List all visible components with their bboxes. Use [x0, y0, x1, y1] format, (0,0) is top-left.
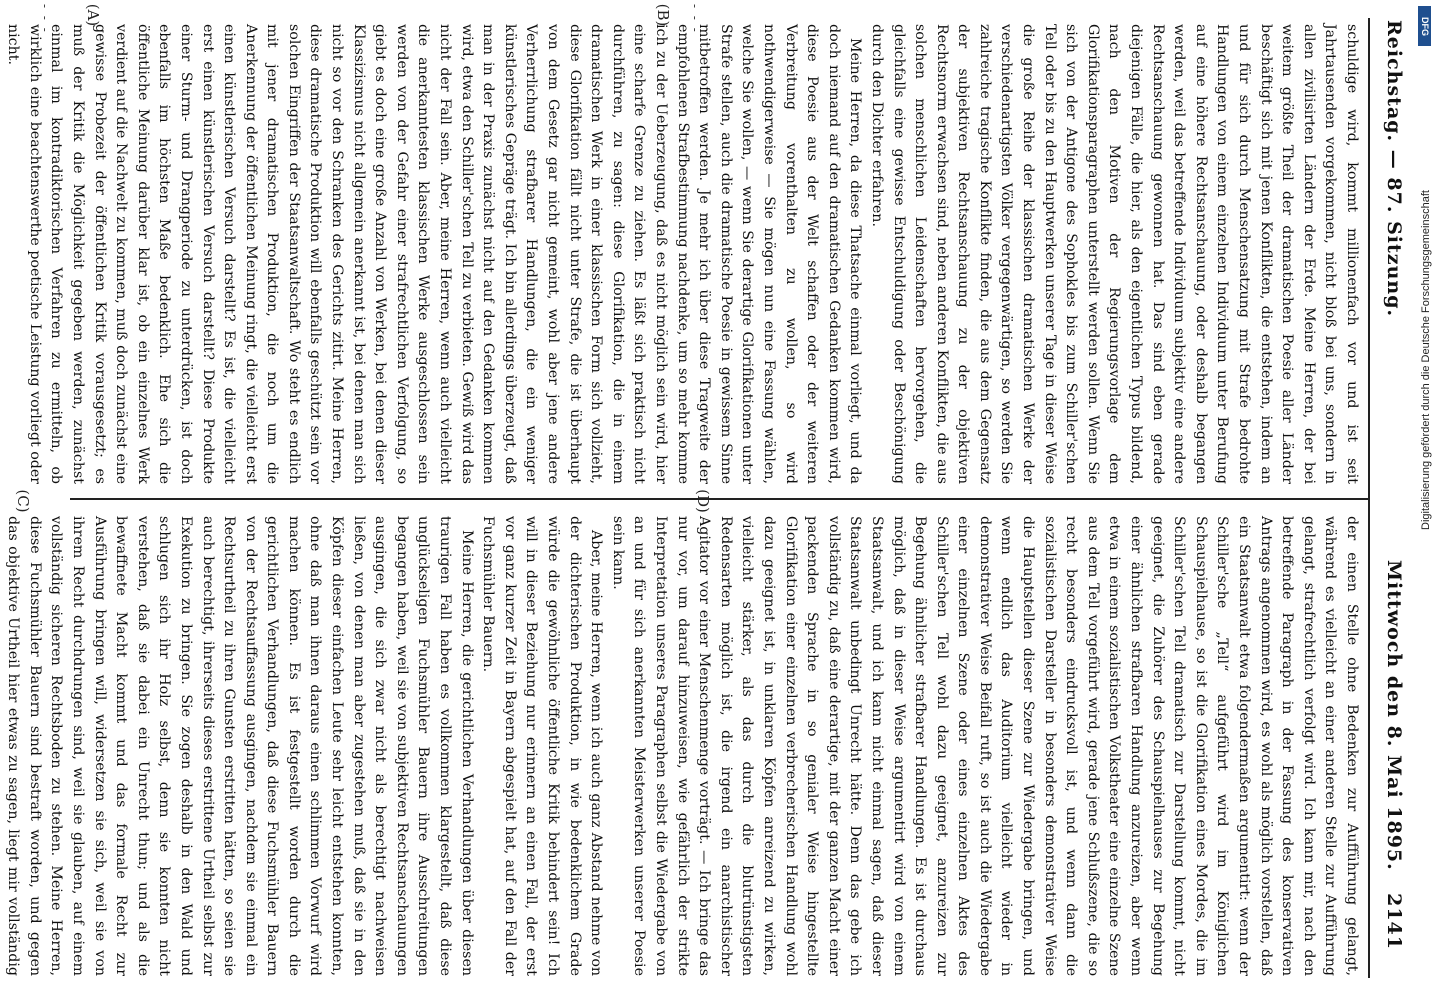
- paragraph: Meine Herren, die gerichtlichen Verhandlungen über diesen traurigen Fall haben es vollkommen klargestellt, daß diese unglückseligen Fuchsmühler Bauern ihre Ausschreitungen begangen haben, weil sie von subjektiven Rechtsanschauungen ausgingen, die sich zwar nicht als berechtigt nachweisen ließen, von denen man aber zugestehen muß, daß sie in den Köpfen dieser einfachen Leute sehr leicht entstehen konnten, ohne daß man ihnen daraus einen schlimmen Vorwurf wird machen können. Es ist festgestellt worden durch die gerichtlichen Verhandlungen, daß diese Fuchsmühler Bauern von der Rechtsauffassung ausgingen, nachdem sie einmal ein Rechtsurtheil zu ihren Gunsten erstritten hätten, so seien sie auch berechtigt, ihrerseits dieses erstrittene Urtheil selbst zur Exekution zu bringen. Sie zogen deshalb in den Wald und schlugen sich ihr Holz selbst, denn sie konnten nicht verstehen, daß sie dabei ein Unrecht thun; und als die bewaffnete Macht kommt und das formale Recht zur Ausführung bringen will, widersetzen sie sich, weil sie von ihrem Recht durchdrungen sind, weil sie glauben, auf einem vollständig sicheren Rechtsboden zu stehen. Meine Herren, diese Fuchsmühler Bauern sind bestraft worden, und gegen das objektive Urtheil hier etwas zu sagen, liegt mir vollständig: [5, 516, 475, 976]
- left-column: [5, 24, 1362, 484]
- paragraph: Aber, meine Herren, wenn ich auch ganz Abstand nehme von der dichterischen Produktion, in wie bedenklichem Grade würde die gewöhnliche öffentliche Kritik behindert sein! Ich will in dieser Beziehung nur erinnern an einen Fall, der erst vor ganz kurzer Zeit in Bayern abgespielt hat, auf den Fall der Fuchsmühler Bauern.: [480, 516, 605, 976]
- margin-dashes: - - -: [38, 4, 52, 34]
- paragraph: [0, 24, 2, 484]
- paragraph: Meine Herren, da diese Thatsache einmal vorliegt, und da doch niemand auf den dramatischen Gedanken kommen wird, diese Poesie aus der Welt schaffen oder der weiteren Verbreitung vorenthalten zu wollen, so wird nothwendigerweise — Sie mögen nun eine Fassung wählen, welche Sie wollen, — wenn Sie derartige Glorifikationen unter Strafe stellen, auch die dramatische Poesie in gewissem Sinne mitbetroffen werden. Je mehr ich über diese Tragweite der empfohlenen Strafbestimmung nachdenke, um so mehr komme ich zu der Ueberzeugung, daß es nicht möglich sein wird, hier eine scharfe Grenze zu ziehen. Es läßt sich praktisch nicht durchführen, zu sagen: diese Glorifikation, die in einem dramatischen Werk in einer klassischen Form sich vollzieht, diese Glorifikation fällt nicht unter Strafe, die ist überhaupt von dem Gesetz gar nicht gemeint, wohl aber jene andere Verherrlichung strafbarer Handlungen, die ein weniger künstlerisches Gepräge trägt. Ich bin allerdings überzeugt, daß man in der Praxis zunächst nicht auf den Gedanken kommen wird, etwa den Schiller'schen Tell zu verbieten. Gewiß wird das nicht der Fall sein. Aber, meine Herren, wenn auch vielleicht die anerkanntesten klassischen Werke ausgeschlossen sein werden von der Gefahr einer strafrechtlichen Verfolgung, so giebt es doch eine große Anzahl von Werken, bei denen dieser Klassizismus nicht allgemein anerkannt ist, bei denen man sich nicht so vor den Schranken des Gerichts zitirt. Meine Herren, diese dramatische Produktion will ebenfalls geschützt sein vor solchen Eingriffen der Staatsanwaltschaft. Wo steht es endlich mit jener dramatischen Produktion, die noch um die Anerkennung der öffentlichen Meinung ringt, die vielleicht erst einen künstlerischen Versuch darstellt? Es ist, die vielleicht erst einen künstlerischen Versuch darstellt? Diese Produkte einer Sturm- und Drangperiode zu unterdrücken, ist doch ebenfalls im höchsten Maße bedenklich. Ehe sich die öffentliche Meinung darüber klar ist, ob ein einzelnes Werk verdient auf die Nachwelt zu kommen, muß doch zunächst eine gewisse Probezeit der öffentlichen Kritik vorausgesetzt; es muß der Kritik die Möglichkeit gegeben werden, zunächst einmal im kontradiktorischen Verfahren zu ermitteln, ob wirklich eine beachtenswerthe poetische Leistung vorliegt oder nicht.: [5, 24, 864, 484]
- right-column: [5, 516, 1362, 976]
- margin-marker-d: (D): [694, 489, 712, 513]
- margin-dashes: - - -: [688, 4, 702, 34]
- digitization-credit: Digitalisierung gefördert durch die Deutsche Forschungsgemeinschaft: [1420, 190, 1432, 530]
- margin-marker-a: (A): [84, 3, 102, 27]
- running-head-date: Mittwoch den 8. Mai 1895.: [1383, 560, 1405, 871]
- paragraph: der einen Stelle ohne Bedenken zur Aufführung gelangt, während es vielleicht an einer anderen Stelle zur Aufführung gelangt, strafrechtlich verfolgt wird. Ich kann mir, nach den betreffende Paragraph in der Fassung des konservativen Antrags angenommen wird, es wohl als möglich vorstellen, daß ein Staatsanwalt etwa folgendermaßen argumentirt: wenn der Schiller'sche „Tell“ aufgeführt wird im Königlichen Schauspielhause, so ist die Glorifikation eines Mordes, die im Schiller'schen Tell dramatisch zur Darstellung kommt, nicht geeignet, die Zuhörer des Schauspielhauses zur Begehung einer ähnlichen strafbaren Handlung anzureizen, aber wenn etwa in einem sozialistischen Volkstheater eine einzelne Szene aus dem Tell vorgeführt wird, gerade jene Schlußszene, die so recht besonders eindrucksvoll ist, und wenn dann die sozialistischen Darsteller in besonders demonstrativer Weise die Hauptstellen dieser Szene zur Wiedergabe bringen, und wenn endlich das Auditorium vielleicht wieder in demonstrativer Weise Beifall ruft, so ist auch die Wiedergabe einer einzelnen Szene oder eines einzelnen Aktes des Schiller'schen Tell wohl dazu geeignet, anzureizen zur Begehung ähnlicher strafbarer Handlungen. Es ist durchaus möglich, daß in dieser Weise argumentirt wird von einem Staatsanwalt, und ich kann nicht einmal sagen, daß dieser Staatsanwalt unbedingt Unrecht hätte. Denn das gebe ich vollständig zu, daß eine derartige, mit der ganzen Macht einer packenden Sprache in so genialer Weise hingestellte Glorifikation einer einzelnen verbrecherischen Handlung wohl dazu geeignet ist, in unklaren Köpfen anreizend zu wirken, vielleicht stärker, als das durch die blutrünstigsten Redensarten möglich ist, die irgend ein anarchistischer Agitator vor einer Menschenmenge vorträgt. — Ich bringe das nur vor, um darauf hinzuweisen, wie gefährlich der strikte Interpretation unseres Paragraphen selbst die Wiedergabe von an und für sich anerkannten Meisterwerken unserer Poesie sein kann.: [609, 516, 1360, 976]
- margin-marker-c: (C): [14, 489, 32, 513]
- running-head-left: Reichstag. — 87. Sitzung.: [1383, 20, 1405, 318]
- dfg-logo: DFG: [1418, 6, 1431, 46]
- margin-marker-b: (B): [654, 3, 672, 27]
- paragraph: schuldige wird, kommt millionenfach vor und ist seit Jahrtausenden vorgekommen, nicht bloß bei uns, sondern in allen zivilisirten Ländern der Erde. Meine Herren, der bei weitem größte Theil der dramatischen Poesie aller Länder beschäftigt sich mit jenen Konflikten, die entstehen, indem an und für sich durch Menschensatzung mit Strafe bedrohte Handlungen von einem einzelnen Individuum unter Berufung auf eine höhere Rechtsanschauung, oder deshalb begangen werden, weil das betreffende Individuum subjektiv eine andere Rechtsanschauung gewonnen hat. Das sind eben gerade diejenigen Fälle, die hier, als den eigentlichen Typus bildend, nach den Motiven der Regierungsvorlage dem Glorifikationsparagraphen unterstellt werden sollen. Wenn Sie sich von der Antigone des Sophokles bis zum Schiller'schen Tell oder bis zu den Hauptwerken unserer Tage in dieser Weise die große Reihe der klassischen dramatischen Werke der verschiedenartigsten Völker vergegenwärtigen, so werden Sie zahlreiche tragische Konflikte finden, die aus dem Gegensatz der subjektiven Rechtsanschauung zu der objektiven Rechtsnorm erwachsen sind, neben anderen Konflikten, die aus solchen menschlichen Leidenschaften hervorgehen, die gleichfalls eine gewisse Entschuldigung oder Beschönigung durch den Dichter erfahren.: [868, 24, 1360, 484]
- column-divider: [70, 498, 1370, 500]
- page-number: 2141: [1383, 893, 1405, 950]
